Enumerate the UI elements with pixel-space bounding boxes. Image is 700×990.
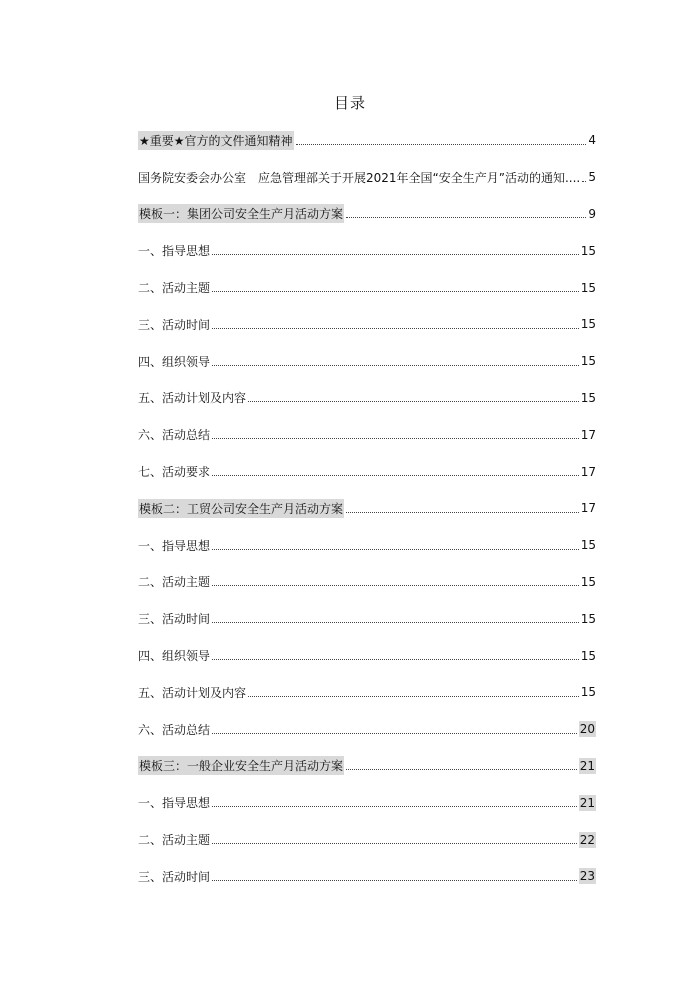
toc-entry[interactable]: [138, 711, 596, 748]
dot-leader: [212, 254, 579, 255]
dot-leader: [212, 328, 579, 329]
toc-entry-label: 四、组织领导: [138, 354, 211, 369]
toc-entry[interactable]: [138, 380, 596, 417]
toc-entry[interactable]: [138, 159, 596, 196]
toc-entry[interactable]: [138, 784, 596, 821]
toc-entry-page-number: 15: [580, 611, 596, 626]
toc-entry[interactable]: [138, 564, 596, 601]
dot-leader: [212, 549, 579, 550]
toc-entry[interactable]: [138, 232, 596, 269]
toc-entry-page-number: 20: [579, 722, 595, 737]
toc-entry-page-number: 15: [580, 685, 596, 700]
dot-leader: [212, 622, 579, 623]
dot-leader: [212, 365, 579, 366]
toc-entry-page-number: 15: [580, 390, 596, 405]
toc-entry-label: 一、指导思想: [138, 244, 211, 259]
toc-entry[interactable]: [138, 416, 596, 453]
toc-entry-page-number: 4: [588, 133, 596, 148]
dot-leader: [212, 880, 577, 881]
toc-entry-page-number: 21: [579, 758, 595, 773]
toc-entry-label: 四、组织领导: [138, 649, 211, 664]
toc-entry-label: 二、活动主题: [138, 833, 211, 848]
toc-entry-label: 五、活动计划及内容: [138, 685, 247, 700]
dot-leader: [346, 769, 577, 770]
toc-entry-page-number: 15: [580, 243, 596, 258]
toc-entry-label: 模板二：工贸公司安全生产月活动方案: [138, 499, 344, 518]
toc-entry-page-number: 17: [580, 501, 596, 516]
toc-entry[interactable]: [138, 122, 596, 159]
dot-leader: [212, 291, 579, 292]
toc-entry-label: 一、指导思想: [138, 538, 211, 553]
toc-entry-label: 一、指导思想: [138, 796, 211, 811]
toc-entry[interactable]: [138, 821, 596, 858]
toc-entry-page-number: 17: [580, 427, 596, 442]
toc-entry[interactable]: [138, 196, 596, 233]
toc-entry[interactable]: [138, 748, 596, 785]
dot-leader: [296, 144, 587, 145]
toc-entry-label: 六、活动总结: [138, 428, 211, 443]
toc-entry[interactable]: [138, 343, 596, 380]
toc-entry-page-number: 5: [588, 170, 596, 185]
toc-entry-label: 二、活动主题: [138, 281, 211, 296]
table-of-contents: [138, 122, 596, 895]
toc-entry-label: 五、活动计划及内容: [138, 391, 247, 406]
toc-entry-label: ★重要★官方的文件通知精神: [138, 131, 294, 150]
toc-entry[interactable]: [138, 674, 596, 711]
toc-entry[interactable]: [138, 269, 596, 306]
toc-entry-page-number: 15: [580, 354, 596, 369]
toc-entry[interactable]: [138, 527, 596, 564]
toc-entry-page-number: 9: [588, 206, 596, 221]
dot-leader: [212, 438, 579, 439]
dot-leader: [212, 585, 579, 586]
toc-entry-label: 模板三：一般企业安全生产月活动方案: [138, 756, 344, 775]
dot-leader: [346, 217, 586, 218]
toc-entry-page-number: 23: [579, 869, 595, 884]
toc-entry-label: 三、活动时间: [138, 869, 211, 884]
toc-entry[interactable]: [138, 453, 596, 490]
toc-entry[interactable]: [138, 637, 596, 674]
toc-entry-label: 六、活动总结: [138, 722, 211, 737]
toc-entry-page-number: 22: [579, 832, 595, 847]
toc-entry-label: 国务院安委会办公室 应急管理部关于开展2021年全国“安全生产月”活动的通知....: [138, 170, 581, 185]
toc-entry[interactable]: [138, 858, 596, 895]
toc-entry-page-number: 15: [580, 317, 596, 332]
toc-entry-label: 三、活动时间: [138, 317, 211, 332]
dot-leader: [582, 181, 586, 182]
dot-leader: [248, 696, 579, 697]
toc-entry[interactable]: [138, 600, 596, 637]
dot-leader: [212, 475, 579, 476]
dot-leader: [212, 843, 577, 844]
dot-leader: [212, 806, 577, 807]
dot-leader: [248, 401, 579, 402]
dot-leader: [212, 733, 577, 734]
toc-entry-label: 模板一：集团公司安全生产月活动方案: [138, 204, 344, 223]
toc-entry-label: 二、活动主题: [138, 575, 211, 590]
toc-entry-page-number: 17: [580, 464, 596, 479]
toc-entry-label: 七、活动要求: [138, 465, 211, 480]
toc-entry-page-number: 15: [580, 648, 596, 663]
toc-entry-page-number: 15: [580, 538, 596, 553]
toc-title: 目录: [333, 94, 366, 112]
toc-entry[interactable]: [138, 490, 596, 527]
dot-leader: [346, 512, 579, 513]
toc-entry-page-number: 15: [580, 574, 596, 589]
toc-entry[interactable]: [138, 306, 596, 343]
toc-entry-page-number: 15: [580, 280, 596, 295]
toc-entry-label: 三、活动时间: [138, 612, 211, 627]
toc-entry-page-number: 21: [579, 795, 595, 810]
dot-leader: [212, 659, 579, 660]
